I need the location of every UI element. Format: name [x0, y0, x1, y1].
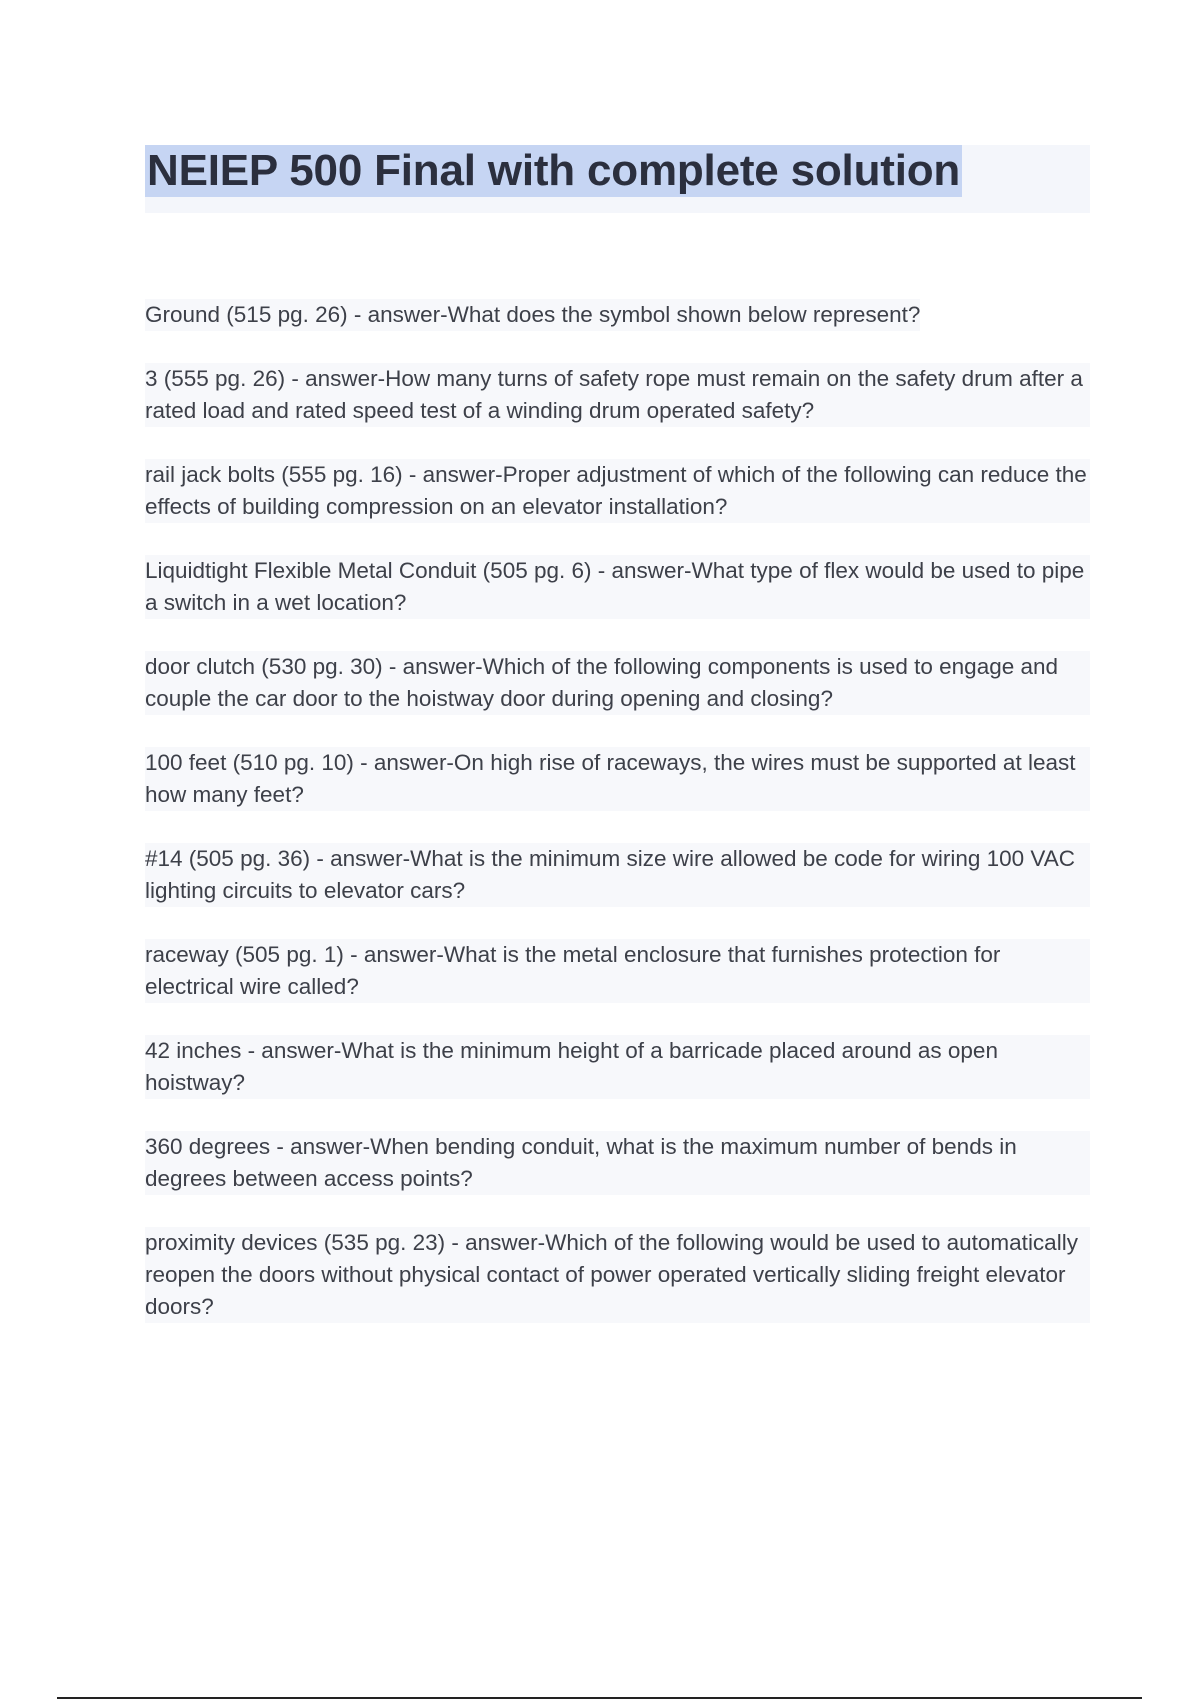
- qa-item[interactable]: raceway (505 pg. 1) - answer-What is the metal enclosure that furnishes protection for electrical wire called?: [145, 939, 1090, 1003]
- qa-item[interactable]: rail jack bolts (555 pg. 16) - answer-Proper adjustment of which of the following can reduce the effects of building compression on an elevator installation?: [145, 459, 1090, 523]
- title-block: [145, 145, 1090, 213]
- qa-item[interactable]: proximity devices (535 pg. 23) - answer-Which of the following would be used to automatically reopen the doors without physical contact of power operated vertically sliding freight elevator doors?: [145, 1227, 1090, 1323]
- qa-item[interactable]: Ground (515 pg. 26) - answer-What does the symbol shown below represent?: [145, 299, 920, 331]
- qa-item[interactable]: 360 degrees - answer-When bending conduit, what is the maximum number of bends in degrees between access points?: [145, 1131, 1090, 1195]
- qa-item[interactable]: #14 (505 pg. 36) - answer-What is the minimum size wire allowed be code for wiring 100 VAC lighting circuits to elevator cars?: [145, 843, 1090, 907]
- page-title[interactable]: NEIEP 500 Final with complete solution: [147, 146, 961, 195]
- qa-item[interactable]: door clutch (530 pg. 30) - answer-Which of the following components is used to engage and couple the car door to the hoistway door during opening and closing?: [145, 651, 1090, 715]
- qa-item[interactable]: 100 feet (510 pg. 10) - answer-On high rise of raceways, the wires must be supported at least how many feet?: [145, 747, 1090, 811]
- qa-item[interactable]: Liquidtight Flexible Metal Conduit (505 pg. 6) - answer-What type of flex would be used to pipe a switch in a wet location?: [145, 555, 1090, 619]
- document-page: [145, 145, 1090, 1355]
- qa-item[interactable]: 42 inches - answer-What is the minimum height of a barricade placed around as open hoistway?: [145, 1035, 1090, 1099]
- qa-item[interactable]: 3 (555 pg. 26) - answer-How many turns of safety rope must remain on the safety drum after a rated load and rated speed test of a winding drum operated safety?: [145, 363, 1090, 427]
- qa-list: [145, 299, 1090, 1355]
- title-selection-highlight[interactable]: [145, 145, 962, 197]
- footer-divider: [57, 1697, 1142, 1699]
